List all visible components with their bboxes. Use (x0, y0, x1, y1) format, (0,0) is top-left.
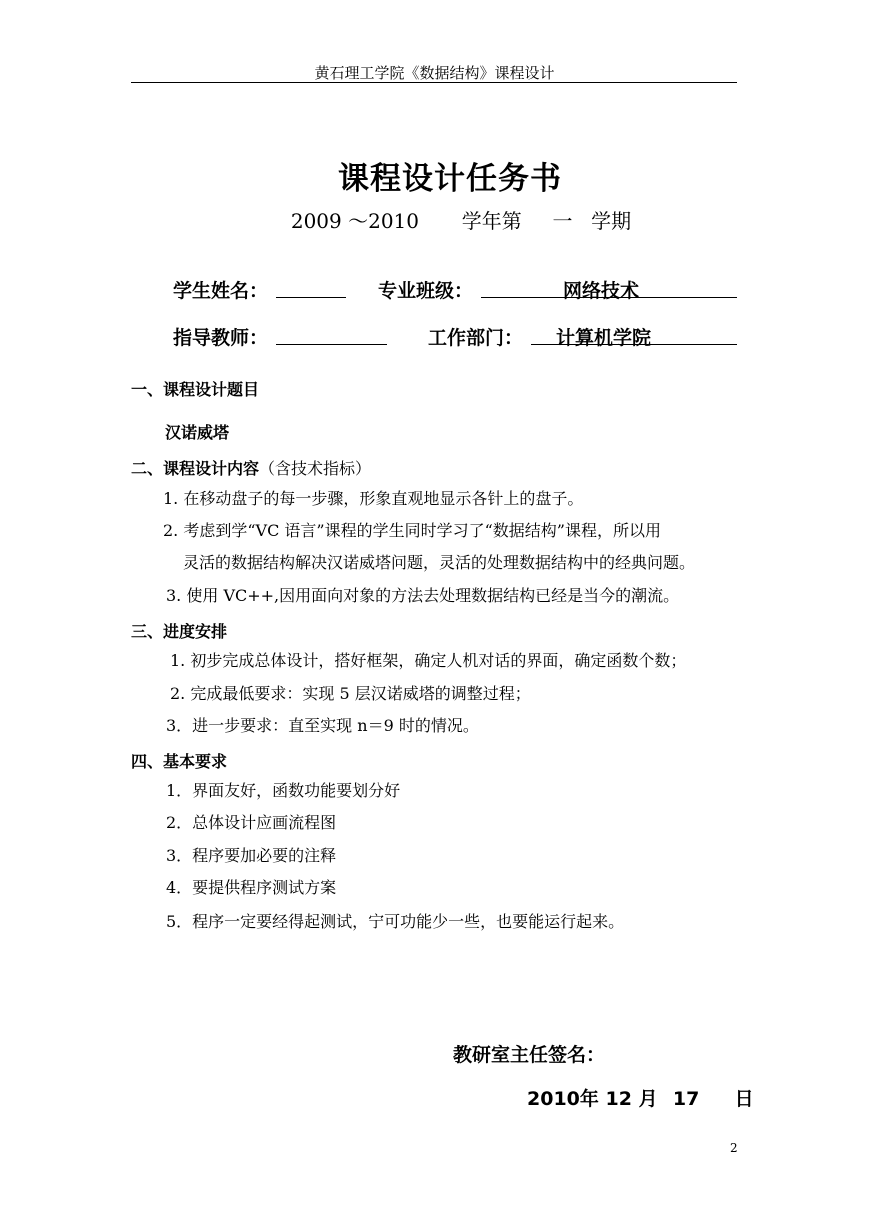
schedule-item: 2. 完成最低要求：实现 5 层汉诺威塔的调整过程； (170, 684, 531, 703)
requirement-item: 4．要提供程序测试方案 (166, 878, 337, 897)
academic-term (0, 205, 869, 234)
header-rule (131, 82, 737, 83)
section-2-title: 二、课程设计内容 (131, 459, 260, 478)
schedule-item: 1. 初步完成总体设计，搭好框架，确定人机对话的界面，确定函数个数； (170, 651, 687, 670)
section-2-note: （含技术指标） (259, 459, 372, 478)
requirement-item: 3．程序要加必要的注释 (166, 846, 337, 865)
document-title: 课程设计任务书 (338, 161, 562, 197)
date-month-unit: 月 (638, 1088, 658, 1110)
major-class-label: 专业班级： (378, 280, 474, 302)
section-4-heading: 四、基本要求 (131, 752, 228, 771)
section-3-heading: 三、进度安排 (131, 622, 228, 641)
content-item-continued: 灵活的数据结构解决汉诺威塔问题，灵活的处理数据结构中的经典问题。 (183, 553, 696, 572)
date-day: 17 (672, 1088, 700, 1110)
content-item: 1. 在移动盘子的每一步骤，形象直观地显示各针上的盘子。 (163, 489, 584, 508)
date-year-unit: 年 (579, 1088, 599, 1110)
department-label: 工作部门： (428, 327, 524, 349)
schedule-item: 3．进一步要求：直至实现 n＝9 时的情况。 (166, 716, 479, 735)
term-years: 2009 ～2010 (290, 209, 419, 233)
sign-date (527, 1084, 754, 1111)
running-header: 黄石理工学院《数据结构》课程设计 (314, 64, 555, 82)
department-value: 计算机学院 (555, 327, 651, 349)
director-signature-label: 教研室主任签名： (453, 1044, 606, 1066)
requirement-item: 5．程序一定要经得起测试，宁可功能少一些，也要能运行起来。 (166, 912, 625, 931)
requirement-item: 2．总体设计应画流程图 (166, 813, 337, 832)
date-day-unit: 日 (734, 1088, 754, 1110)
student-name-label: 学生姓名： (173, 280, 269, 302)
advisor-label: 指导教师： (173, 327, 269, 349)
major-class-value: 网络技术 (562, 280, 639, 302)
content-item: 3. 使用 VC++,因用面向对象的方法去处理数据结构已经是当今的潮流。 (166, 586, 680, 605)
term-semester-label: 学期 (591, 209, 632, 233)
section-2-heading (131, 456, 371, 479)
student-name-line (276, 297, 346, 298)
term-semester: 一 (552, 209, 573, 233)
advisor-line (276, 344, 387, 345)
section-1-heading: 一、课程设计题目 (131, 380, 260, 399)
date-year: 2010 (527, 1088, 580, 1110)
content-item: 2. 考虑到学“VC 语言”课程的学生同时学习了“数据结构”课程，所以用 (163, 521, 661, 540)
term-year-label: 学年第 (461, 209, 522, 233)
date-month: 12 (605, 1088, 632, 1110)
page-number: 2 (730, 1141, 738, 1155)
requirement-item: 1．界面友好，函数功能要划分好 (166, 781, 401, 800)
design-topic: 汉诺威塔 (165, 423, 230, 442)
